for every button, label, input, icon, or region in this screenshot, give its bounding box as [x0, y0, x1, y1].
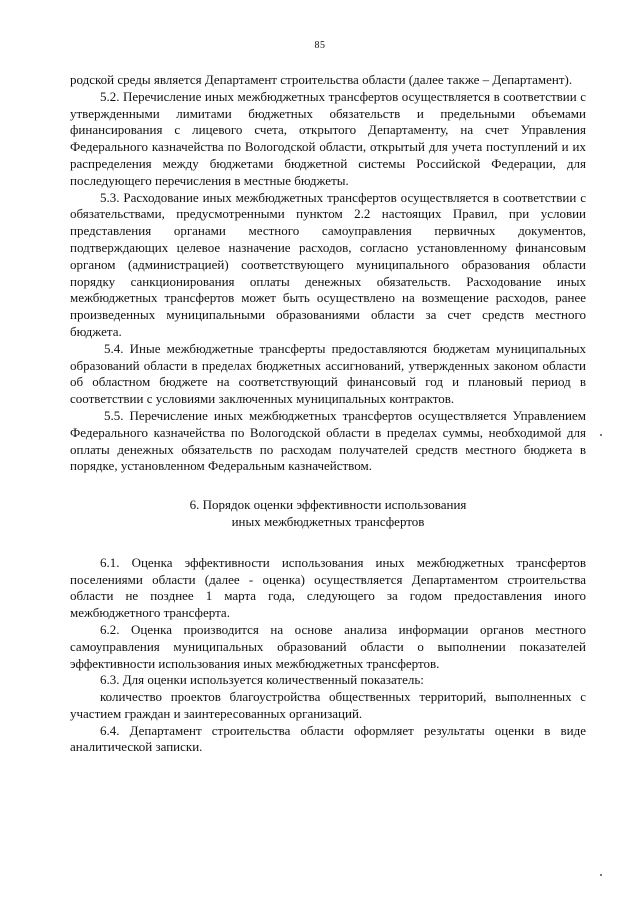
scan-speck: [600, 434, 602, 436]
paragraph-5-2: 5.2. Перечисление иных межбюджетных трансфертов осуществляется в соответствии с утвержденными лимитами бюджетных обязательств и предельными объемами финансирования с лицевого счета, открытого Департаменту, на счет Управления Федерального казначейства по Вологодской области, открытый для учета поступлений и их распределения между бюджетами бюджетной системы Российской Федерации, для последующего перечисления в местные бюджеты.: [70, 88, 586, 188]
section-6-heading-line-1: 6. Порядок оценки эффективности использования: [189, 497, 467, 513]
paragraph-6-4: 6.4. Департамент строительства области оформляет результаты оценки в виде аналитической записки.: [70, 722, 586, 755]
paragraph-5-4: 5.4. Иные межбюджетные трансферты предоставляются бюджетам муниципальных образований области в пределах бюджетных ассигнований, утвержденных законом области об областном бюджете на соответствующий финансовый год и плановый период в соответствии с условиями заключенных муниципальных контрактов.: [70, 340, 586, 407]
page-number: 85: [314, 40, 326, 51]
scan-speck: [600, 874, 602, 876]
paragraph-5-1-continued: родской среды является Департамент строительства области (далее также – Департамент).: [70, 72, 573, 87]
section-6-heading-line-2: иных межбюджетных трансфертов: [231, 513, 425, 529]
paragraph-5-3: 5.3. Расходование иных межбюджетных трансфертов осуществляется в соответствии с обязательствами, предусмотренными пунктом 2.2 настоящих Правил, при условии представления органами местного самоуправления первичных документов, подтверждающих целевое назначение расходов, согласно установленному финансовым органом (администрацией) соответствующего муниципального образования области порядку санкционирования оплаты денежных обязательств. Расходование иных межбюджетных трансфертов может быть осуществлено на возмещение расходов, ранее произведенных муниципальными образованиями области за счет средств местного бюджета.: [70, 189, 586, 339]
paragraph-6-3: 6.3. Для оценки используется количественный показатель:: [100, 672, 424, 688]
paragraph-6-2: 6.2. Оценка производится на основе анализа информации органов местного самоуправления муниципальных образований области о выполнении показателей эффективности использования иных межбюджетных трансфертов.: [70, 621, 586, 671]
section-6-heading: [70, 497, 586, 531]
paragraph-6-3-indicator: количество проектов благоустройства общественных территорий, выполненных с участием граждан и заинтересованных организаций.: [70, 689, 586, 721]
paragraph-6-1: 6.1. Оценка эффективности использования иных межбюджетных трансфертов поселениями области (далее - оценка) осуществляется Департаментом строительства области не позднее 1 марта года, следующего за годом предоставления иного межбюджетного трансферта.: [70, 554, 586, 621]
paragraph-5-5: 5.5. Перечисление иных межбюджетных трансфертов осуществляется Управлением Федерального казначейства по Вологодской области в пределах суммы, необходимой для оплаты денежных обязательств по расходам получателей средств местного бюджета в порядке, установленном Федеральным казначейством.: [70, 407, 586, 474]
document-body: [70, 72, 586, 756]
